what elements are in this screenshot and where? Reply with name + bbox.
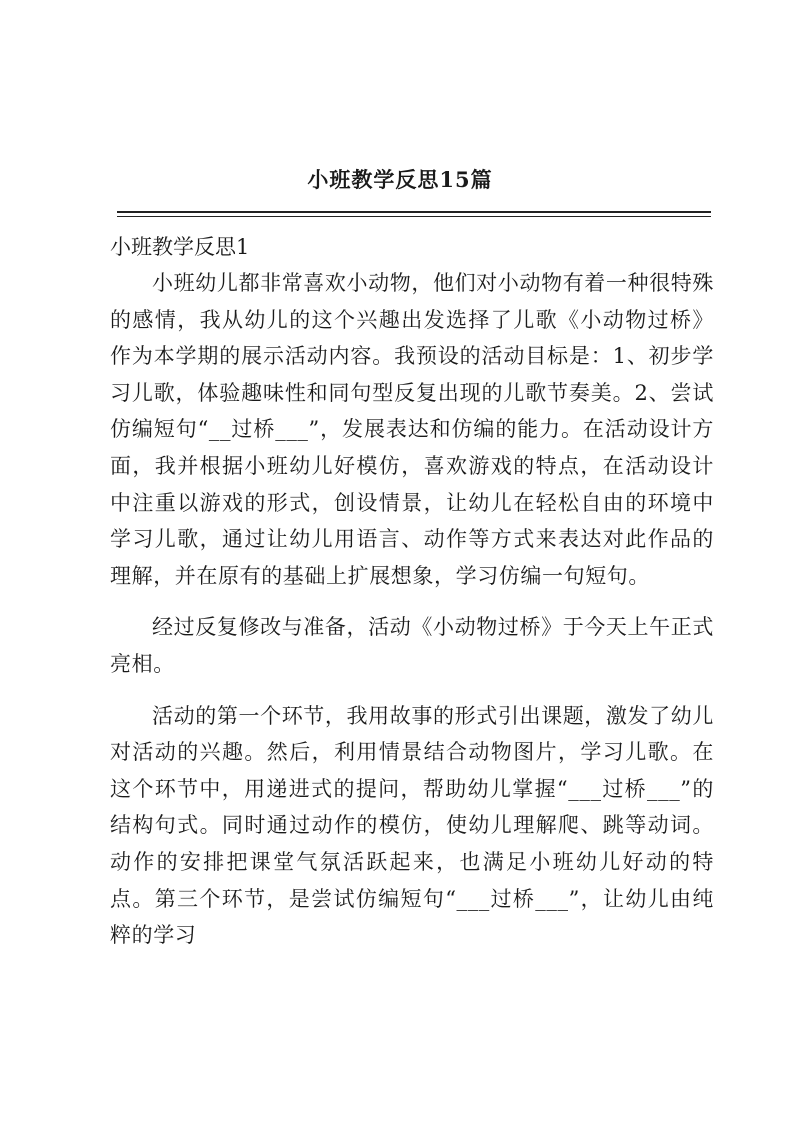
document-body (110, 229, 714, 954)
paragraph-2: 经过反复修改与准备，活动《小动物过桥》于今天上午正式亮相。 (110, 615, 714, 676)
paragraph-gap (110, 594, 714, 609)
title-divider-thin (117, 216, 711, 217)
document-title: 小班教学反思15篇 (307, 167, 493, 192)
paragraph-1: 小班幼儿都非常喜欢小动物，他们对小动物有着一种很特殊的感情，我从幼儿的这个兴趣出发选择了儿歌《小动物过桥》作为本学期的展示活动内容。我预设的活动目标是：1、初步学习儿歌，体验趣味性和同句型反复出现的儿歌节奏美。2、尝试仿编短句“__过桥___”，发展表达和仿编的能力。在活动设计方面，我并根据小班幼儿好模仿，喜欢游戏的特点，在活动设计中注重以游戏的形式，创设情景，让幼儿在轻松自由的环境中学习儿歌，通过让幼儿用语言、动作等方式来表达对此作品的理解，并在原有的基础上扩展想象，学习仿编一句短句。 (110, 271, 714, 588)
paragraph-3: 活动的第一个环节，我用故事的形式引出课题，激发了幼儿对活动的兴趣。然后，利用情景结合动物图片，学习儿歌。在这个环节中，用递进式的提问，帮助幼儿掌握“___过桥___”的结构句式。同时通过动作的模仿，使幼儿理解爬、跳等动词。动作的安排把课堂气氛活跃起来，也满足小班幼儿好动的特点。第三个环节，是尝试仿编短句“___过桥___”，让幼儿由纯粹的学习 (110, 703, 714, 948)
section-heading: 小班教学反思1 (110, 235, 250, 259)
paragraph-gap (110, 683, 714, 698)
title-divider-thick (117, 211, 711, 213)
